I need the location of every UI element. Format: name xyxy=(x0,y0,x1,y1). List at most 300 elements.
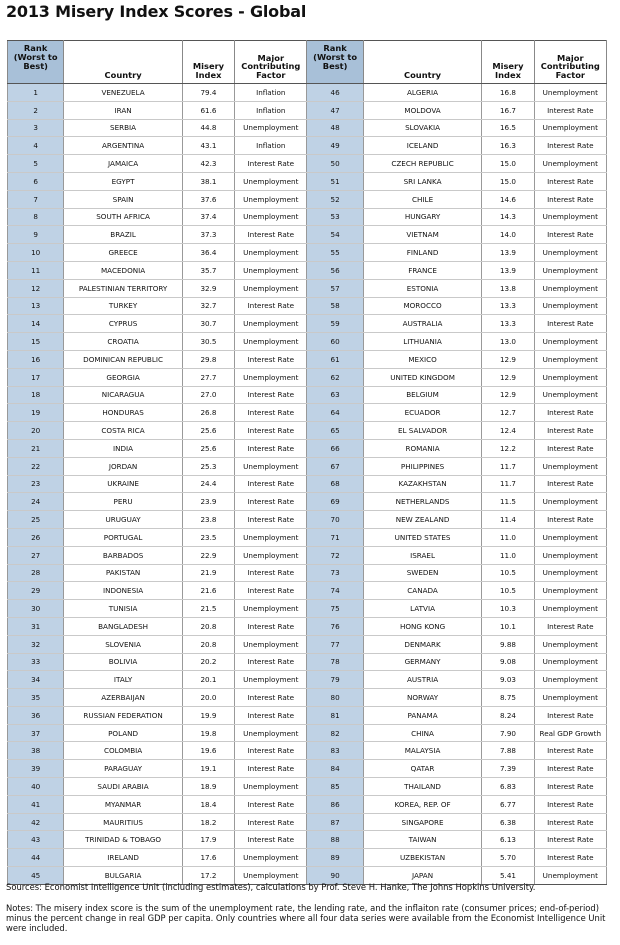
country-cell: AUSTRALIA xyxy=(363,315,482,333)
factor-cell: Unemployment xyxy=(534,582,606,600)
country-cell: THAILAND xyxy=(363,778,482,796)
rank-cell: 10 xyxy=(8,244,64,262)
rank-cell: 74 xyxy=(307,582,363,600)
country-cell: CZECH REPUBLIC xyxy=(363,155,482,173)
misery-index-cell: 27.0 xyxy=(182,386,234,404)
misery-index-cell: 12.7 xyxy=(482,404,534,422)
rank-cell: 36 xyxy=(8,706,64,724)
rank-cell: 41 xyxy=(8,795,64,813)
misery-index-cell: 15.0 xyxy=(482,155,534,173)
factor-cell: Interest Rate xyxy=(534,617,606,635)
country-cell: EGYPT xyxy=(64,172,183,190)
factor-cell: Unemployment xyxy=(534,244,606,262)
factor-cell: Unemployment xyxy=(235,600,307,618)
rank-cell: 53 xyxy=(307,208,363,226)
rank-cell: 7 xyxy=(8,190,64,208)
country-cell: MOROCCO xyxy=(363,297,482,315)
country-cell: TURKEY xyxy=(64,297,183,315)
misery-index-cell: 20.1 xyxy=(182,671,234,689)
misery-index-cell: 12.4 xyxy=(482,422,534,440)
table-row xyxy=(8,617,607,635)
factor-cell: Unemployment xyxy=(235,528,307,546)
factor-cell: Unemployment xyxy=(534,208,606,226)
country-cell: FINLAND xyxy=(363,244,482,262)
misery-index-cell: 9.03 xyxy=(482,671,534,689)
misery-index-cell: 23.5 xyxy=(182,528,234,546)
rank-cell: 77 xyxy=(307,635,363,653)
methodology-note: Notes: The misery index score is the sum of the unemployment rate, the lending rate, and the inflaiton rate (consumer prices; end-of-period) minus the percent change in real GDP per capita. Only countries where all four data series were available from the Economist Intelligence Unit were included. xyxy=(6,903,606,934)
misery-index-cell: 19.1 xyxy=(182,760,234,778)
country-cell: ISRAEL xyxy=(363,546,482,564)
rank-cell: 34 xyxy=(8,671,64,689)
misery-index-cell: 10.5 xyxy=(482,564,534,582)
factor-cell: Unemployment xyxy=(534,671,606,689)
misery-index-cell: 12.9 xyxy=(482,350,534,368)
rank-cell: 6 xyxy=(8,172,64,190)
misery-index-cell: 16.5 xyxy=(482,119,534,137)
misery-index-cell: 18.4 xyxy=(182,795,234,813)
misery-index-cell: 12.2 xyxy=(482,439,534,457)
factor-cell: Inflation xyxy=(235,137,307,155)
country-cell: DOMINICAN REPUBLIC xyxy=(64,350,183,368)
factor-cell: Interest Rate xyxy=(534,101,606,119)
country-cell: NETHERLANDS xyxy=(363,493,482,511)
table-row xyxy=(8,742,607,760)
rank-cell: 46 xyxy=(307,84,363,102)
factor-cell: Interest Rate xyxy=(235,813,307,831)
country-cell: BARBADOS xyxy=(64,546,183,564)
rank-cell: 84 xyxy=(307,760,363,778)
factor-cell: Inflation xyxy=(235,84,307,102)
country-cell: ITALY xyxy=(64,671,183,689)
country-cell: JAPAN xyxy=(363,867,482,885)
page-title: 2013 Misery Index Scores - Global xyxy=(6,2,307,21)
misery-index-cell: 79.4 xyxy=(182,84,234,102)
country-header-left: Country xyxy=(64,41,183,84)
country-cell: SPAIN xyxy=(64,190,183,208)
rank-cell: 11 xyxy=(8,261,64,279)
rank-cell: 81 xyxy=(307,706,363,724)
factor-cell: Interest Rate xyxy=(534,475,606,493)
misery-index-cell: 10.3 xyxy=(482,600,534,618)
rank-cell: 16 xyxy=(8,350,64,368)
country-cell: PHILIPPINES xyxy=(363,457,482,475)
factor-cell: Unemployment xyxy=(235,671,307,689)
misery-index-cell: 11.0 xyxy=(482,546,534,564)
table-row xyxy=(8,671,607,689)
misery-index-cell: 29.8 xyxy=(182,350,234,368)
rank-cell: 15 xyxy=(8,333,64,351)
factor-cell: Unemployment xyxy=(534,546,606,564)
factor-cell: Unemployment xyxy=(534,653,606,671)
rank-cell: 73 xyxy=(307,564,363,582)
rank-cell: 22 xyxy=(8,457,64,475)
sources-note: Sources: Economist Intelligence Unit (including estimates), calculations by Prof. Steve H. Hanke, The Johns Hopkins University. xyxy=(6,882,536,892)
factor-cell: Unemployment xyxy=(534,333,606,351)
country-cell: VIETNAM xyxy=(363,226,482,244)
table-row xyxy=(8,279,607,297)
misery-index-cell: 13.0 xyxy=(482,333,534,351)
factor-cell: Interest Rate xyxy=(235,689,307,707)
misery-index-cell: 30.5 xyxy=(182,333,234,351)
country-cell: PAKISTAN xyxy=(64,564,183,582)
country-cell: TAIWAN xyxy=(363,831,482,849)
table-row xyxy=(8,849,607,867)
table-row xyxy=(8,101,607,119)
table-row xyxy=(8,350,607,368)
misery-index-cell: 8.75 xyxy=(482,689,534,707)
rank-cell: 48 xyxy=(307,119,363,137)
factor-cell: Unemployment xyxy=(235,172,307,190)
misery-index-header-right: Misery Index xyxy=(482,41,534,84)
factor-cell: Interest Rate xyxy=(235,582,307,600)
misery-index-cell: 37.3 xyxy=(182,226,234,244)
country-cell: ALGERIA xyxy=(363,84,482,102)
misery-index-cell: 11.0 xyxy=(482,528,534,546)
misery-index-cell: 14.6 xyxy=(482,190,534,208)
table-row xyxy=(8,190,607,208)
factor-cell: Unemployment xyxy=(235,778,307,796)
factor-cell: Interest Rate xyxy=(235,706,307,724)
country-cell: PORTUGAL xyxy=(64,528,183,546)
misery-index-cell: 11.7 xyxy=(482,475,534,493)
table-body xyxy=(8,84,607,885)
country-cell: CYPRUS xyxy=(64,315,183,333)
country-cell: EL SALVADOR xyxy=(363,422,482,440)
country-cell: SOUTH AFRICA xyxy=(64,208,183,226)
rank-cell: 57 xyxy=(307,279,363,297)
misery-index-cell: 16.7 xyxy=(482,101,534,119)
country-cell: MOLDOVA xyxy=(363,101,482,119)
misery-index-cell: 21.6 xyxy=(182,582,234,600)
country-cell: CHINA xyxy=(363,724,482,742)
country-cell: SAUDI ARABIA xyxy=(64,778,183,796)
country-cell: AUSTRIA xyxy=(363,671,482,689)
factor-cell: Interest Rate xyxy=(534,813,606,831)
table-row xyxy=(8,564,607,582)
rank-cell: 33 xyxy=(8,653,64,671)
country-cell: JAMAICA xyxy=(64,155,183,173)
country-cell: COSTA RICA xyxy=(64,422,183,440)
rank-cell: 35 xyxy=(8,689,64,707)
factor-cell: Interest Rate xyxy=(235,404,307,422)
rank-cell: 2 xyxy=(8,101,64,119)
factor-cell: Interest Rate xyxy=(534,849,606,867)
country-cell: DENMARK xyxy=(363,635,482,653)
table-row xyxy=(8,546,607,564)
rank-cell: 83 xyxy=(307,742,363,760)
misery-index-cell: 15.0 xyxy=(482,172,534,190)
factor-cell: Unemployment xyxy=(534,350,606,368)
country-cell: CROATIA xyxy=(64,333,183,351)
country-cell: MAURITIUS xyxy=(64,813,183,831)
table-row xyxy=(8,600,607,618)
misery-index-cell: 25.6 xyxy=(182,439,234,457)
factor-cell: Interest Rate xyxy=(235,742,307,760)
country-cell: SRI LANKA xyxy=(363,172,482,190)
country-cell: PALESTINIAN TERRITORY xyxy=(64,279,183,297)
rank-cell: 40 xyxy=(8,778,64,796)
country-cell: MYANMAR xyxy=(64,795,183,813)
factor-cell: Unemployment xyxy=(235,208,307,226)
country-cell: HONDURAS xyxy=(64,404,183,422)
factor-header-left: Major Contributing Factor xyxy=(235,41,307,84)
misery-index-cell: 20.2 xyxy=(182,653,234,671)
misery-index-cell: 38.1 xyxy=(182,172,234,190)
country-cell: BULGARIA xyxy=(64,867,183,885)
rank-cell: 45 xyxy=(8,867,64,885)
country-cell: NORWAY xyxy=(363,689,482,707)
factor-cell: Unemployment xyxy=(235,119,307,137)
factor-cell: Interest Rate xyxy=(534,190,606,208)
rank-cell: 67 xyxy=(307,457,363,475)
factor-cell: Interest Rate xyxy=(534,760,606,778)
table-row xyxy=(8,457,607,475)
country-cell: ESTONIA xyxy=(363,279,482,297)
table-row xyxy=(8,155,607,173)
table-row xyxy=(8,208,607,226)
factor-cell: Interest Rate xyxy=(534,172,606,190)
country-cell: INDIA xyxy=(64,439,183,457)
misery-index-cell: 61.6 xyxy=(182,101,234,119)
rank-cell: 71 xyxy=(307,528,363,546)
misery-index-cell: 36.4 xyxy=(182,244,234,262)
misery-index-cell: 32.9 xyxy=(182,279,234,297)
country-cell: FRANCE xyxy=(363,261,482,279)
country-cell: LITHUANIA xyxy=(363,333,482,351)
country-cell: GEORGIA xyxy=(64,368,183,386)
rank-cell: 26 xyxy=(8,528,64,546)
misery-index-cell: 13.3 xyxy=(482,315,534,333)
country-cell: SINGAPORE xyxy=(363,813,482,831)
rank-cell: 63 xyxy=(307,386,363,404)
rank-cell: 25 xyxy=(8,511,64,529)
factor-cell: Unemployment xyxy=(235,724,307,742)
rank-cell: 64 xyxy=(307,404,363,422)
misery-index-cell: 12.9 xyxy=(482,368,534,386)
country-cell: SERBIA xyxy=(64,119,183,137)
factor-cell: Interest Rate xyxy=(235,422,307,440)
factor-cell: Unemployment xyxy=(534,528,606,546)
factor-cell: Unemployment xyxy=(235,546,307,564)
misery-index-cell: 17.9 xyxy=(182,831,234,849)
factor-cell: Unemployment xyxy=(534,635,606,653)
misery-index-cell: 32.7 xyxy=(182,297,234,315)
country-cell: SLOVENIA xyxy=(64,635,183,653)
rank-header-left: Rank (Worst to Best) xyxy=(8,41,64,84)
rank-cell: 27 xyxy=(8,546,64,564)
rank-cell: 14 xyxy=(8,315,64,333)
factor-cell: Unemployment xyxy=(534,279,606,297)
rank-cell: 47 xyxy=(307,101,363,119)
factor-header-right: Major Contributing Factor xyxy=(534,41,606,84)
country-cell: VENEZUELA xyxy=(64,84,183,102)
misery-index-cell: 6.77 xyxy=(482,795,534,813)
country-cell: TRINIDAD & TOBAGO xyxy=(64,831,183,849)
rank-cell: 28 xyxy=(8,564,64,582)
rank-cell: 12 xyxy=(8,279,64,297)
rank-cell: 59 xyxy=(307,315,363,333)
factor-cell: Unemployment xyxy=(235,279,307,297)
factor-cell: Unemployment xyxy=(534,368,606,386)
rank-cell: 5 xyxy=(8,155,64,173)
rank-cell: 69 xyxy=(307,493,363,511)
misery-index-cell: 37.6 xyxy=(182,190,234,208)
country-cell: PARAGUAY xyxy=(64,760,183,778)
factor-cell: Interest Rate xyxy=(534,795,606,813)
misery-index-cell: 12.9 xyxy=(482,386,534,404)
table-row xyxy=(8,137,607,155)
factor-cell: Interest Rate xyxy=(534,706,606,724)
misery-index-cell: 30.7 xyxy=(182,315,234,333)
factor-cell: Interest Rate xyxy=(534,831,606,849)
misery-index-cell: 11.4 xyxy=(482,511,534,529)
misery-index-cell: 18.2 xyxy=(182,813,234,831)
misery-index-cell: 5.70 xyxy=(482,849,534,867)
rank-cell: 42 xyxy=(8,813,64,831)
rank-cell: 17 xyxy=(8,368,64,386)
table-row xyxy=(8,635,607,653)
misery-index-cell: 43.1 xyxy=(182,137,234,155)
table-row xyxy=(8,778,607,796)
misery-index-cell: 10.1 xyxy=(482,617,534,635)
rank-cell: 38 xyxy=(8,742,64,760)
factor-cell: Unemployment xyxy=(534,564,606,582)
misery-index-cell: 20.8 xyxy=(182,617,234,635)
factor-cell: Unemployment xyxy=(235,867,307,885)
misery-index-cell: 17.6 xyxy=(182,849,234,867)
table-row xyxy=(8,119,607,137)
factor-cell: Interest Rate xyxy=(235,297,307,315)
rank-cell: 39 xyxy=(8,760,64,778)
rank-cell: 54 xyxy=(307,226,363,244)
table-header-row xyxy=(8,41,607,84)
rank-cell: 4 xyxy=(8,137,64,155)
misery-index-cell: 6.13 xyxy=(482,831,534,849)
rank-cell: 18 xyxy=(8,386,64,404)
rank-cell: 72 xyxy=(307,546,363,564)
rank-cell: 58 xyxy=(307,297,363,315)
factor-cell: Interest Rate xyxy=(235,439,307,457)
misery-index-cell: 13.3 xyxy=(482,297,534,315)
rank-cell: 50 xyxy=(307,155,363,173)
misery-index-cell: 11.5 xyxy=(482,493,534,511)
misery-index-cell: 13.8 xyxy=(482,279,534,297)
factor-cell: Interest Rate xyxy=(235,386,307,404)
country-cell: BOLIVIA xyxy=(64,653,183,671)
factor-cell: Unemployment xyxy=(534,689,606,707)
misery-index-cell: 25.3 xyxy=(182,457,234,475)
rank-cell: 29 xyxy=(8,582,64,600)
factor-cell: Unemployment xyxy=(235,190,307,208)
table-row xyxy=(8,439,607,457)
rank-cell: 87 xyxy=(307,813,363,831)
factor-cell: Unemployment xyxy=(235,849,307,867)
misery-index-cell: 16.3 xyxy=(482,137,534,155)
factor-cell: Inflation xyxy=(235,101,307,119)
misery-index-cell: 9.88 xyxy=(482,635,534,653)
factor-cell: Interest Rate xyxy=(235,226,307,244)
misery-index-cell: 23.9 xyxy=(182,493,234,511)
country-cell: TUNISIA xyxy=(64,600,183,618)
rank-cell: 43 xyxy=(8,831,64,849)
misery-index-cell: 27.7 xyxy=(182,368,234,386)
rank-cell: 79 xyxy=(307,671,363,689)
country-cell: ARGENTINA xyxy=(64,137,183,155)
country-cell: IRELAND xyxy=(64,849,183,867)
country-cell: QATAR xyxy=(363,760,482,778)
country-cell: POLAND xyxy=(64,724,183,742)
country-cell: HONG KONG xyxy=(363,617,482,635)
factor-cell: Interest Rate xyxy=(235,760,307,778)
country-cell: MALAYSIA xyxy=(363,742,482,760)
country-cell: BELGIUM xyxy=(363,386,482,404)
factor-cell: Interest Rate xyxy=(534,226,606,244)
country-cell: CHILE xyxy=(363,190,482,208)
table-row xyxy=(8,831,607,849)
rank-cell: 1 xyxy=(8,84,64,102)
factor-cell: Interest Rate xyxy=(235,653,307,671)
misery-index-cell: 18.9 xyxy=(182,778,234,796)
rank-cell: 61 xyxy=(307,350,363,368)
country-cell: UNITED STATES xyxy=(363,528,482,546)
rank-cell: 52 xyxy=(307,190,363,208)
table-row xyxy=(8,813,607,831)
factor-cell: Real GDP Growth xyxy=(534,724,606,742)
factor-cell: Interest Rate xyxy=(235,564,307,582)
misery-index-cell: 19.6 xyxy=(182,742,234,760)
misery-index-cell: 7.90 xyxy=(482,724,534,742)
misery-index-cell: 5.41 xyxy=(482,867,534,885)
factor-cell: Interest Rate xyxy=(534,439,606,457)
table-row xyxy=(8,475,607,493)
factor-cell: Interest Rate xyxy=(235,350,307,368)
rank-header-right: Rank (Worst to Best) xyxy=(307,41,363,84)
misery-index-cell: 35.7 xyxy=(182,261,234,279)
country-cell: RUSSIAN FEDERATION xyxy=(64,706,183,724)
misery-index-cell: 13.9 xyxy=(482,244,534,262)
factor-cell: Unemployment xyxy=(235,457,307,475)
misery-index-cell: 17.2 xyxy=(182,867,234,885)
country-cell: SWEDEN xyxy=(363,564,482,582)
table-row xyxy=(8,422,607,440)
country-cell: PANAMA xyxy=(363,706,482,724)
rank-cell: 90 xyxy=(307,867,363,885)
misery-index-cell: 6.83 xyxy=(482,778,534,796)
rank-cell: 68 xyxy=(307,475,363,493)
misery-index-cell: 16.8 xyxy=(482,84,534,102)
factor-cell: Unemployment xyxy=(235,244,307,262)
misery-index-cell: 6.38 xyxy=(482,813,534,831)
table-row xyxy=(8,244,607,262)
table-row xyxy=(8,653,607,671)
country-cell: INDONESIA xyxy=(64,582,183,600)
rank-cell: 32 xyxy=(8,635,64,653)
table-row xyxy=(8,84,607,102)
rank-cell: 30 xyxy=(8,600,64,618)
rank-cell: 76 xyxy=(307,617,363,635)
country-cell: UKRAINE xyxy=(64,475,183,493)
rank-cell: 80 xyxy=(307,689,363,707)
rank-cell: 56 xyxy=(307,261,363,279)
country-cell: SLOVAKIA xyxy=(363,119,482,137)
misery-index-cell: 8.24 xyxy=(482,706,534,724)
country-cell: COLOMBIA xyxy=(64,742,183,760)
rank-cell: 49 xyxy=(307,137,363,155)
factor-cell: Interest Rate xyxy=(534,137,606,155)
table-row xyxy=(8,404,607,422)
rank-cell: 44 xyxy=(8,849,64,867)
